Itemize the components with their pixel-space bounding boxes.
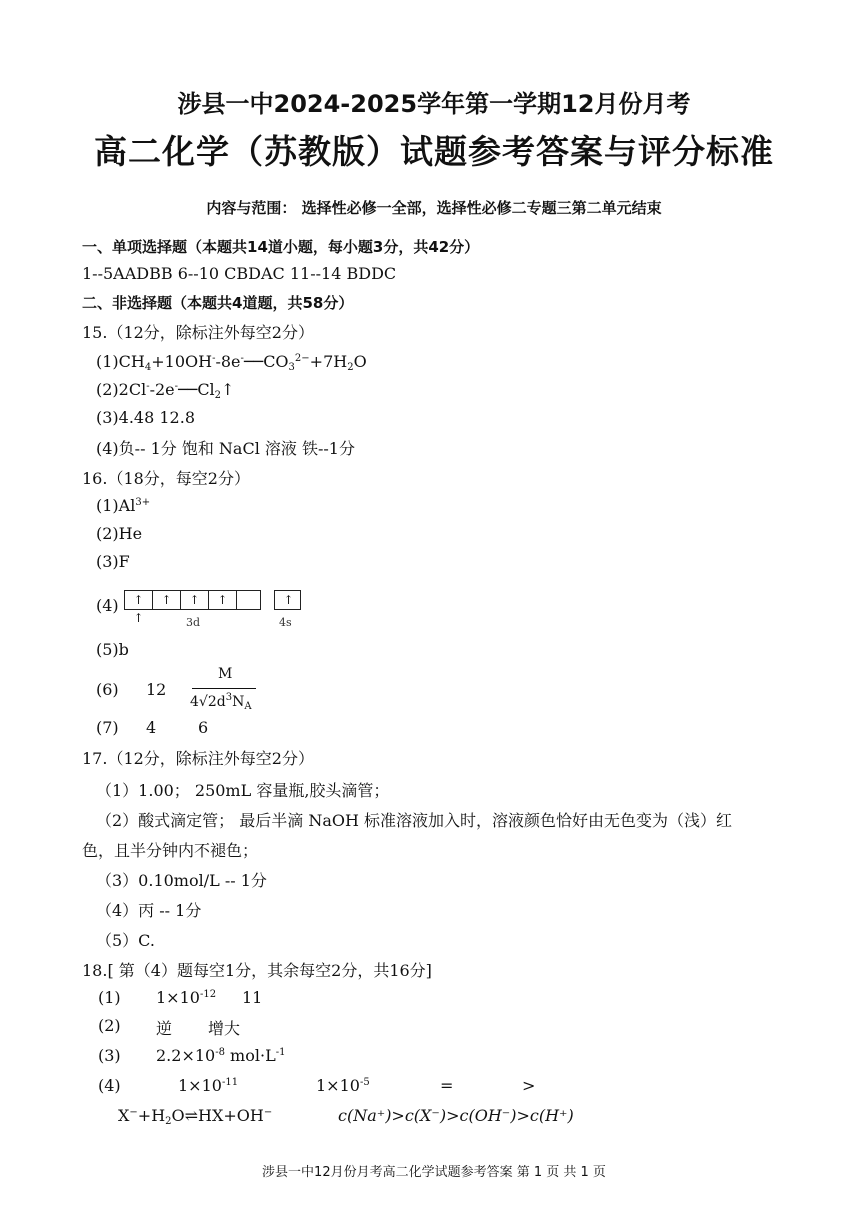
- q17-answer-5: （5）C.: [96, 931, 155, 950]
- orbital-4s-electron-up-arrow-1: ↑: [283, 593, 294, 607]
- orbital-3d-electron-up-arrow-2: ↑: [153, 591, 181, 609]
- q17-answer-3: （3）0.10mol/L -- 1分: [96, 871, 267, 890]
- q18-answer-2-label: (2): [98, 1016, 121, 1035]
- orbital-3d-electron-up-arrow-4: ↑: [209, 591, 237, 609]
- q18-answer-1-value2: 11: [242, 988, 263, 1007]
- exam-title: 涉县一中2024-2025学年第一学期12月份月考: [177, 90, 691, 118]
- q18-answer-1-label: (1): [98, 988, 121, 1007]
- q16-title: 16.（18分，每空2分）: [82, 469, 250, 488]
- orbital-4s-label: 4s: [279, 616, 292, 629]
- fraction-numerator: M: [218, 666, 233, 682]
- q18-answer-3-label: (3): [98, 1046, 121, 1065]
- q16-answer-4-label: (4): [96, 596, 119, 615]
- q15-answer-1: $(1)CH_4+10OH^--8e^-──CO_3^{2-}+7H_2O$: [96, 352, 367, 373]
- q16-answer-2: (2)He: [96, 524, 143, 543]
- orbital-4s-box: [274, 590, 301, 610]
- orbital-3d-electron-up-arrow-3: ↑: [181, 591, 209, 609]
- q18-hydrolysis-equation: $X^-+H_2O\rightleftharpoons HX+OH^-$: [118, 1106, 273, 1127]
- q15-answer-2: $(2)2Cl^--2e^-──Cl_2↑$: [96, 380, 235, 401]
- document-title: 高二化学（苏教版）试题参考答案与评分标准: [94, 132, 774, 171]
- orbital-3d-electron-up-arrow-1: ↑: [125, 591, 153, 609]
- q18-answer-4-value4: >: [522, 1076, 536, 1095]
- q16-answer-5: (5)b: [96, 640, 129, 659]
- q18-title: 18.[ 第（4）题每空1分，其余每空2分，共16分]: [82, 961, 432, 980]
- page-footer: 涉县一中12月份月考高二化学试题参考答案 第 1 页 共 1 页: [262, 1165, 606, 1180]
- q15-answer-3: (3)4.48 12.8: [96, 408, 195, 427]
- q17-answer-1: （1）1.00； 250mL 容量瓶,胶头滴管；: [96, 781, 390, 800]
- q18-answer-4-value1: $1\times 10^{-11}$: [178, 1076, 239, 1095]
- q18-answer-2-value1: 逆: [156, 1019, 173, 1038]
- q18-answer-3-value: $2.2\times 10^{-8}$ $mol\cdot L^{-1}$: [156, 1046, 286, 1065]
- q16-answer-7-label: (7): [96, 718, 119, 737]
- q16-answer-3: (3)F: [96, 552, 130, 571]
- q18-answer-4-value2: $1\times 10^{-5}$: [316, 1076, 370, 1095]
- q17-answer-2-line2: 色，且半分钟内不褪色；: [82, 841, 259, 860]
- q18-answer-1-value1: $1\times 10^{-12}$: [156, 988, 217, 1007]
- fraction-denominator: $4√2d^3N_A$: [190, 692, 252, 712]
- orbital-3d-label: 3d: [186, 616, 201, 629]
- q18-answer-4-label: (4): [98, 1076, 121, 1095]
- section1-heading: 一、单项选择题（本题共14道小题，每小题3分，共42分）: [82, 238, 480, 256]
- density-fraction: [190, 666, 260, 714]
- fraction-bar: [192, 688, 256, 689]
- q16-answer-7-value1: 4: [146, 718, 157, 737]
- orbital-diagram: [124, 590, 324, 630]
- scope-line: 内容与范围： 选择性必修一全部，选择性必修二专题三第二单元结束: [206, 199, 662, 217]
- q17-title: 17.（12分，除标注外每空2分）: [82, 749, 314, 768]
- q16-answer-6-label: (6): [96, 680, 119, 699]
- q16-answer-6-value: 12: [146, 680, 167, 699]
- q16-answer-1: $(1)Al^{3+}$: [96, 496, 151, 515]
- q15-answer-4: (4)负-- 1分 饱和 NaCl 溶液 铁--1分: [96, 439, 355, 458]
- q15-title: 15.（12分，除标注外每空2分）: [82, 323, 314, 342]
- section1-answers: 1--5AADBB 6--10 CBDAC 11--14 BDDC: [82, 264, 397, 283]
- section2-heading: 二、非选择题（本题共4道题，共58分）: [82, 294, 354, 312]
- q17-answer-2-line1: （2）酸式滴定管； 最后半滴 NaOH 标准溶液加入时，溶液颜色恰好由无色变为（浅）红: [96, 811, 733, 830]
- q18-answer-2-value2: 增大: [208, 1019, 241, 1038]
- q17-answer-4: （4）丙 -- 1分: [96, 901, 202, 920]
- q18-concentration-order: c(Na⁺)>c(X⁻)>c(OH⁻)>c(H⁺): [338, 1106, 574, 1125]
- q16-answer-7-value2: 6: [198, 718, 209, 737]
- orbital-3d-electron-up-arrow-5: ↑: [133, 611, 144, 625]
- q18-answer-4-value3: =: [440, 1076, 454, 1095]
